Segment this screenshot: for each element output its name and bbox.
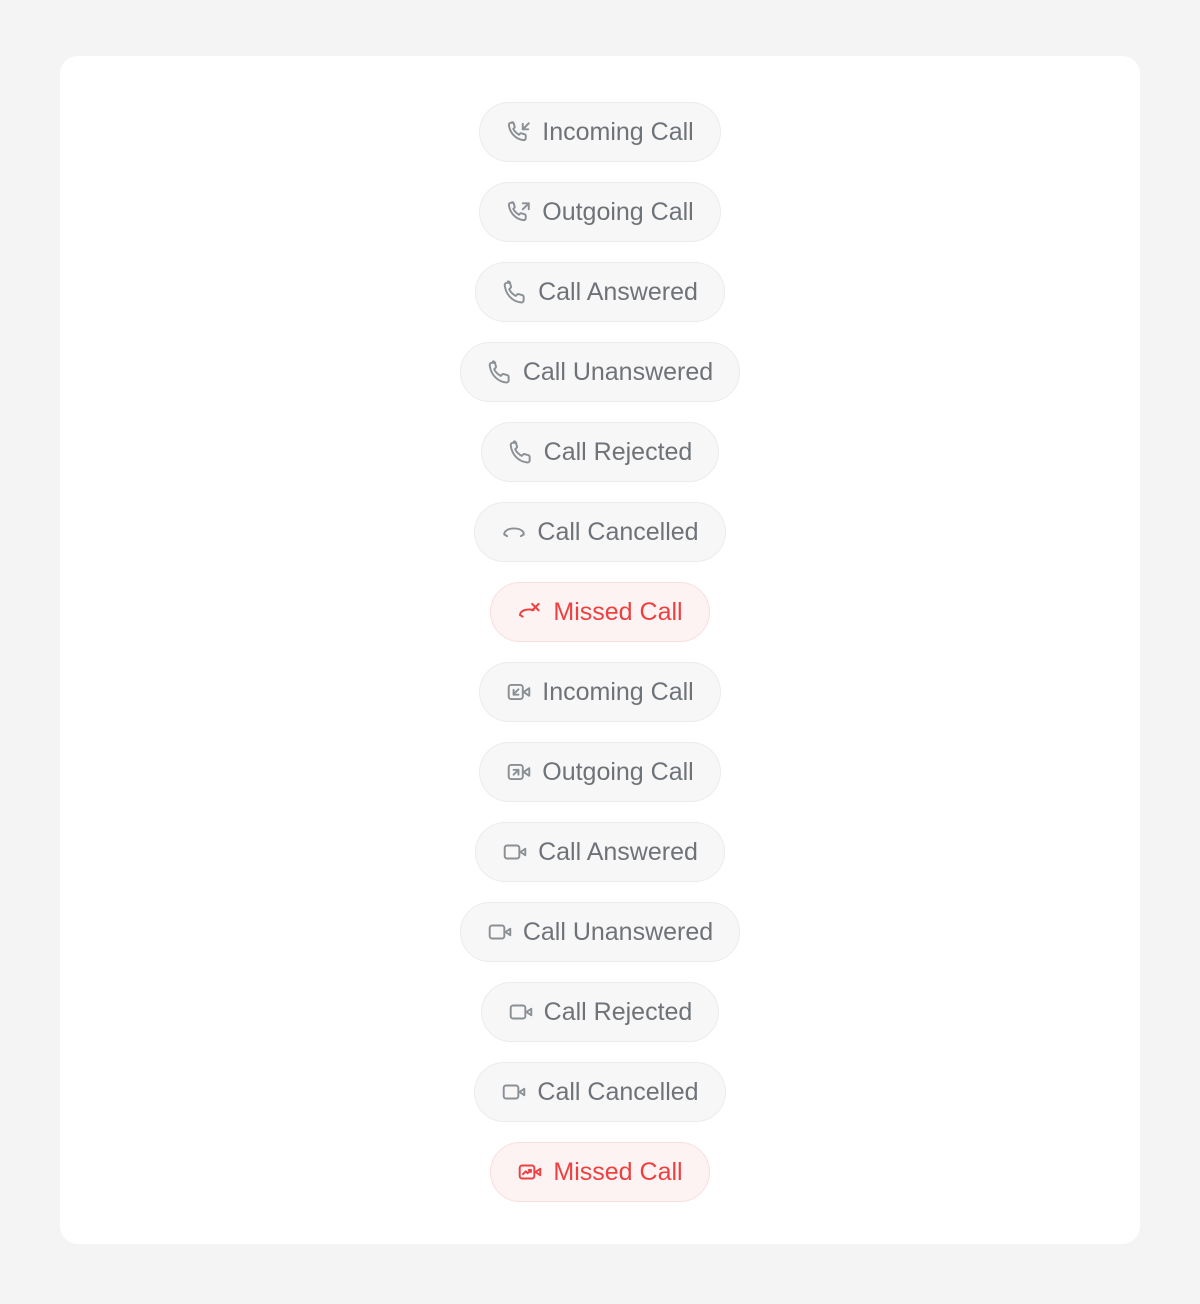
call-status-chip[interactable]: [475, 262, 725, 322]
video-missed-icon: [517, 1159, 543, 1185]
phone-incoming-icon: [506, 119, 532, 145]
call-status-chip-label: Missed Call: [553, 1157, 683, 1186]
phone-off-icon: [501, 519, 527, 545]
video-icon: [501, 1079, 527, 1105]
call-status-chip[interactable]: [490, 582, 709, 642]
video-icon: [508, 999, 534, 1025]
call-status-chip[interactable]: [481, 422, 720, 482]
call-status-chip-label: Call Unanswered: [522, 357, 714, 386]
phone-icon: [487, 359, 513, 385]
call-status-chip[interactable]: [474, 1062, 725, 1122]
call-status-chip[interactable]: [479, 102, 720, 162]
video-icon: [487, 919, 513, 945]
call-status-chip-label: Call Rejected: [543, 997, 693, 1026]
call-status-chip-label: Call Rejected: [543, 437, 693, 466]
call-status-chip-label: Call Cancelled: [537, 1077, 699, 1106]
call-status-chip[interactable]: [479, 662, 720, 722]
call-status-chip-label: Call Answered: [538, 837, 698, 866]
call-status-chip-label: Incoming Call: [542, 677, 694, 706]
call-status-chip[interactable]: [490, 1142, 709, 1202]
call-status-chip[interactable]: [481, 982, 720, 1042]
call-status-chip[interactable]: [479, 182, 720, 242]
video-outgoing-icon: [506, 759, 532, 785]
call-status-chip[interactable]: [460, 342, 740, 402]
phone-missed-icon: [517, 599, 543, 625]
call-status-chip[interactable]: [475, 822, 725, 882]
call-status-chip-label: Call Answered: [538, 277, 698, 306]
call-status-chip-label: Call Cancelled: [537, 517, 699, 546]
call-status-chip[interactable]: [460, 902, 740, 962]
phone-icon: [502, 279, 528, 305]
call-status-chip[interactable]: [474, 502, 725, 562]
call-status-chip-label: Incoming Call: [542, 117, 694, 146]
video-incoming-icon: [506, 679, 532, 705]
phone-icon: [508, 439, 534, 465]
video-icon: [502, 839, 528, 865]
call-status-chip-label: Missed Call: [553, 597, 683, 626]
call-status-chip-label: Outgoing Call: [542, 757, 694, 786]
call-status-chip-label: Outgoing Call: [542, 197, 694, 226]
phone-outgoing-icon: [506, 199, 532, 225]
call-status-chip-label: Call Unanswered: [522, 917, 714, 946]
call-status-card: [60, 56, 1140, 1244]
call-status-chip[interactable]: [479, 742, 720, 802]
call-status-chip-list: [60, 56, 1140, 1202]
